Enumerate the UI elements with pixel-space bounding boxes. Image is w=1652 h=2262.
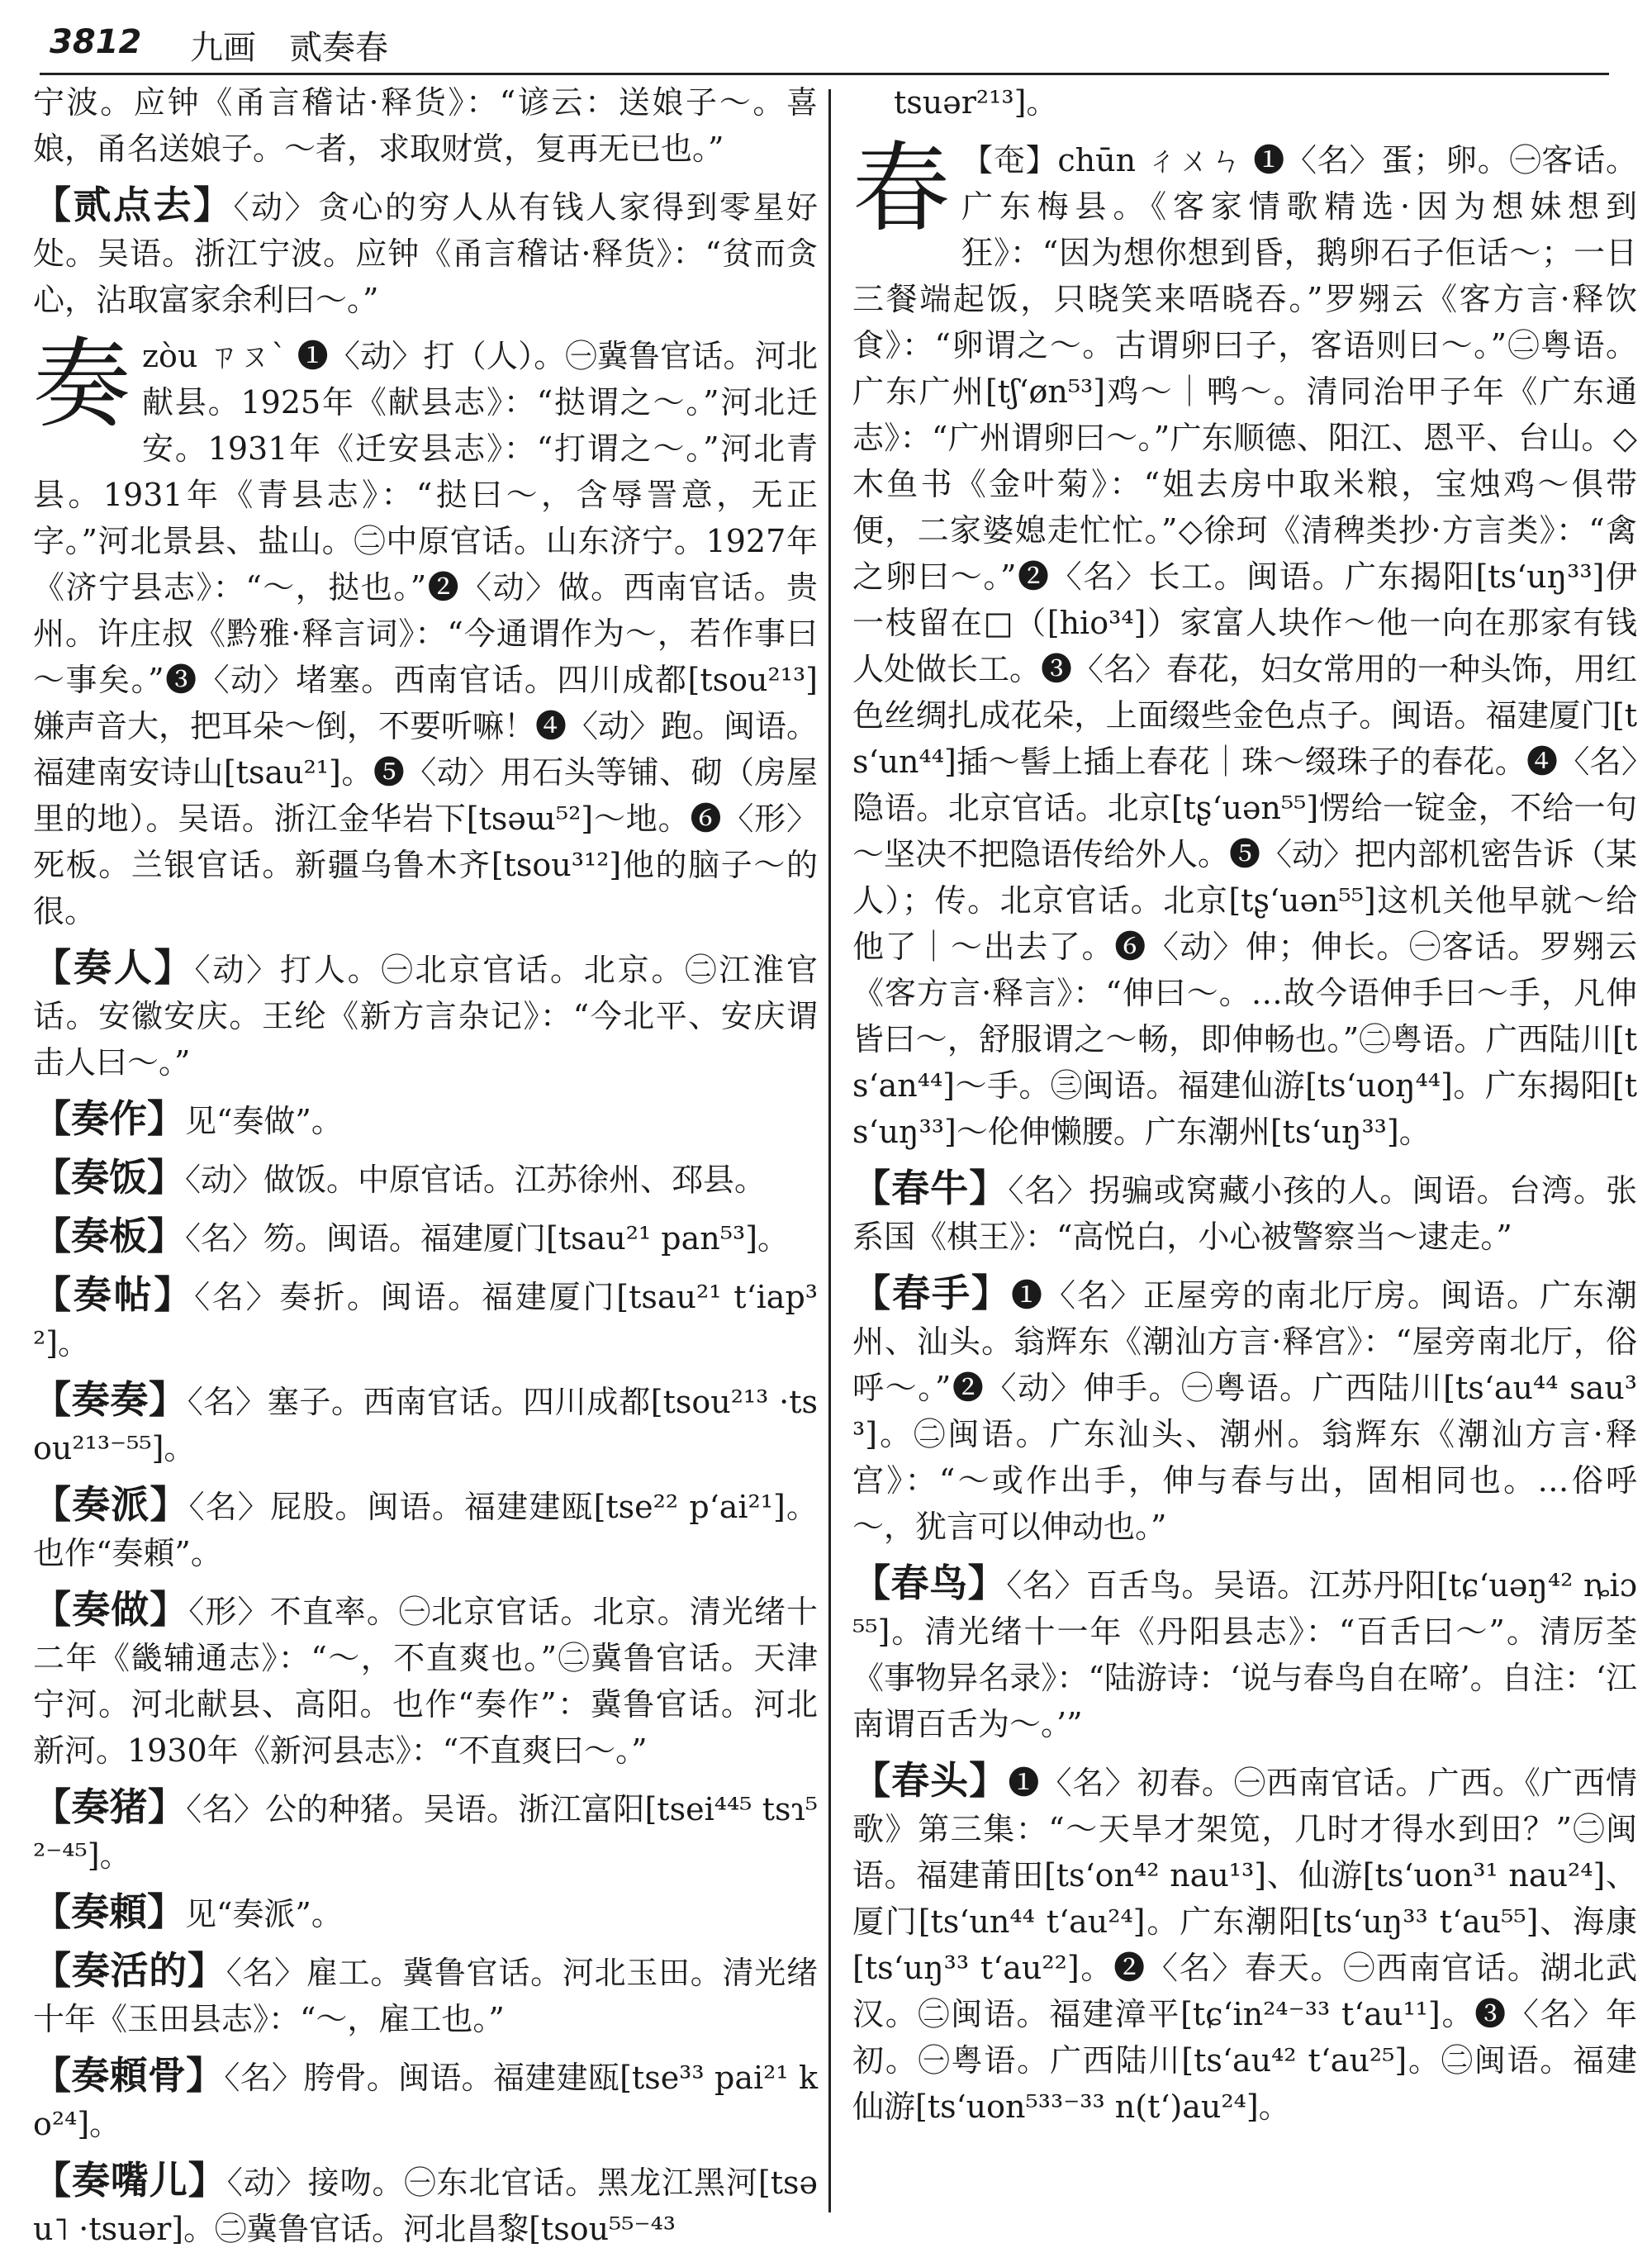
- entry-headword: 【奏嘴儿】: [33, 2158, 227, 2203]
- entry-headword: 【奏帖】: [33, 1272, 195, 1317]
- entry-text: 见“奏派”。: [185, 1896, 343, 1932]
- character-entry: [852, 131, 1638, 1155]
- entry-text: 〈动〉做饭。中原官话。江苏徐州、邳县。: [185, 1162, 767, 1198]
- entry-text: ❶〈名〉正屋旁的南北厅房。闽语。广东潮州、汕头。翁辉东《潮汕方言·释宫》：“屋旁南北厅，俗呼～。”❷〈动〉伸手。㊀粤语。广西陆川[ts‘au⁴⁴ sau³³]。㊁闽语。广东汕头、潮州。翁辉东《潮汕方言·释宫》：“～或作出手，伸与春与出，固相同也。…俗呼～，犹言可以伸动也。”: [852, 1277, 1637, 1545]
- dictionary-entry: [33, 182, 818, 323]
- right-column: [852, 79, 1637, 2140]
- entry-text: 〈名〉百舌鸟。吴语。江苏丹阳[tɕ‘uəŋ⁴² ȵiɔ⁵⁵]。清光绪十一年《丹阳县志》：“百舌曰～”。清厉荃《事物异名录》：“陆游诗：‘说与春鸟自在啼’。自注：‘江南谓百舌为～。’”: [852, 1567, 1637, 1742]
- dictionary-entry: [33, 944, 818, 1086]
- dictionary-entry: [33, 1271, 818, 1366]
- entry-headword: 【春手】: [852, 1271, 1011, 1315]
- entry-headword: 【奏做】: [33, 1587, 189, 1632]
- entry-text: 〈名〉奏折。闽语。福建厦门[tsau²¹ t‘iap³²]。: [33, 1279, 819, 1361]
- entry-headword: 【奏板】: [33, 1214, 185, 1258]
- entry-text: 〈动〉贪心的穷人从有钱人家得到零星好处。吴语。浙江宁波。应钟《甬言稽诂·释货》：“贫而贪心，沾取富家余利曰～。”: [33, 189, 818, 318]
- entry-text: 〈名〉笏。闽语。福建厦门[tsau²¹ pan⁵³]。: [185, 1220, 790, 1257]
- entry-text: 【𡗥】chūn ㄔㄨㄣ ❶〈名〉蛋；卵。㊀客话。广东梅县。《客家情歌精选·因为想妹想到狂》：“因为想你想到昏，鹅卵石子佢话～；一日三餐端起饭，只晓笑来唔晓吞。”罗翙云《客方言·释饮食》：“卵谓之～。古谓卵曰子，客语则曰～。”㊁粤语。广东广州[tʃ‘øn⁵³]鸡～｜鸭～。清同治甲子年《广东通志》：“广州谓卵曰～。”广东顺德、阳江、恩平、台山。◇木鱼书《金叶菊》：“姐去房中取米粮，宝烛鸡～俱带便，二家婆媳走忙忙。”◇徐珂《清稗类抄·方言类》：“禽之卵曰～。”❷〈名〉长工。闽语。广东揭阳[ts‘uŋ³³]伊一枝留在□（[hio³⁴]）家富人块作～他一向在那家有钱人处做长工。❸〈名〉春花，妇女常用的一种头饰，用红色丝绸扎成花朵，上面缀些金色点子。闽语。福建厦门[ts‘un⁴⁴]插～髻上插上春花｜珠～缀珠子的春花。❹〈名〉隐语。北京官话。北京[tʂ‘uən⁵⁵]愣给一锭金，不给一句～坚决不把隐语传给外人。❺〈动〉把内部机密告诉（某人）；传。北京官话。北京[tʂ‘uən⁵⁵]这机关他早就～给他了｜～出去了。❻〈动〉伸；伸长。㊀客话。罗翙云《客方言·释言》：“伸曰～。…故今语伸手曰～手，凡伸皆曰～，舒服谓之～畅，即伸畅也。”㊁粤语。广西陆川[ts‘an⁴⁴]～手。㊂闽语。福建仙游[ts‘uoŋ⁴⁴]。广东揭阳[ts‘uŋ³³]～伦伸懒腰。广东潮州[ts‘uŋ³³]。: [852, 142, 1638, 1150]
- entry-text: 〈名〉塞子。西南官话。四川成都[tsou²¹³ ·tsou²¹³⁻⁵⁵]。: [33, 1384, 818, 1466]
- page-header: [0, 0, 1652, 76]
- column-divider: [828, 89, 831, 2212]
- entry-headword: 【奏饭】: [33, 1155, 185, 1200]
- entry-text: 〈名〉雇工。冀鲁官话。河北玉田。清光绪十年《玉田县志》：“～，雇工也。”: [33, 1955, 818, 2037]
- dictionary-entry: [852, 1560, 1637, 1747]
- entry-headword: 【春鸟】: [852, 1561, 1007, 1605]
- entry-text: 见“奏做”。: [185, 1103, 343, 1139]
- dictionary-entry: [33, 1947, 818, 2042]
- left-column: [33, 79, 818, 2262]
- entry-headword: 【奏奏】: [33, 1377, 188, 1422]
- character-entry: [33, 327, 819, 934]
- entry-text: 〈名〉公的种猪。吴语。浙江富阳[tsei⁴⁴⁵ tsɿ⁵²⁻⁴⁵]。: [33, 1791, 818, 1874]
- entry-text: 〈名〉屁股。闽语。福建建瓯[tse²² p‘ai²¹]。也作“奏頼”。: [33, 1489, 819, 1571]
- entry-text: 宁波。应钟《甬言稽诂·释货》：“谚云：送娘子～。喜娘，甬名送娘子。～者，求取财赏，复再无已也。”: [33, 84, 818, 167]
- entry-text: 〈动〉接吻。㊀东北官话。黑龙江黑河[tsəu˥ ·tsuər]。㊁冀鲁官话。河北昌黎[tsou⁵⁵⁻⁴³: [33, 2165, 819, 2247]
- entry-headword: 【奏頼】: [33, 1889, 185, 1934]
- dictionary-entry: [33, 1586, 818, 1774]
- entry-headword: 【奏活的】: [33, 1948, 226, 1993]
- entry-text: ❶〈名〉初春。㊀西南官话。广西。《广西情歌》第三集：“～天旱才架笕，几时才得水到田？”㊁闽语。福建莆田[ts‘on⁴² nau¹³]、仙游[ts‘uon³¹ nau²⁴]、厦门[ts‘un⁴⁴ t‘au²⁴]。广东潮阳[ts‘uŋ³³ t‘au⁵⁵]、海康[ts‘uŋ³³ t‘au²²]。❷〈名〉春天。㊀西南官话。湖北武汉。㊁闽语。福建漳平[tɕ‘in²⁴⁻³³ t‘au¹¹]。❸〈名〉年初。㊀粤语。广西陆川[ts‘au⁴² t‘au²⁵]。㊁闽语。福建仙游[ts‘uon⁵³³⁻³³ n(t‘)au²⁴]。: [852, 1765, 1638, 2125]
- header-rule: [40, 73, 1609, 75]
- dictionary-entry: [33, 1784, 818, 1879]
- dictionary-entry: [33, 2157, 818, 2252]
- entry-headword: 【奏作】: [33, 1096, 185, 1141]
- entry-text: zòu ㄗㄡˋ ❶〈动〉打（人）。㊀冀鲁官话。河北献县。1925年《献县志》：“挞谓之～。”河北迁安。1931年《迁安县志》：“打谓之～。”河北青县。1931年《青县志》：“挞曰～，含辱詈意，无正字。”河北景县、盐山。㊁中原官话。山东济宁。1927年《济宁县志》：“～，挞也。”❷〈动〉做。西南官话。贵州。许庄叔《黔雅·释言词》：“今通谓作为～，若作事曰～事矣。”❸〈动〉堵塞。西南官话。四川成都[tsou²¹³]嫌声音大，把耳朵～倒，不要听嘛！❹〈动〉跑。闽语。福建南安诗山[tsau²¹]。❺〈动〉用石头等铺、砌（房屋里的地）。吴语。浙江金华岩下[tsəɯ⁵²]～地。❻〈形〉死板。兰银官话。新疆乌鲁木齐[tsou³¹²]他的脑子～的很。: [33, 338, 819, 929]
- entry-text: 〈名〉胯骨。闽语。福建建瓯[tse³³ pai²¹ ko²⁴]。: [33, 2060, 819, 2142]
- running-title: 九画 贰奏春: [190, 29, 388, 67]
- continuation-text: tsuər²¹³]。: [894, 84, 1058, 121]
- dictionary-entry: [852, 1165, 1637, 1260]
- entry-headword: 【奏猪】: [33, 1784, 187, 1829]
- entry-headword: 【春牛】: [852, 1166, 1009, 1210]
- headword-character: 春: [852, 131, 951, 245]
- dictionary-entry: [33, 1213, 818, 1262]
- page-number: 3812: [50, 23, 142, 61]
- dictionary-entry: [33, 1481, 818, 1576]
- continuation-text: [33, 79, 818, 172]
- entry-headword: 【春头】: [852, 1758, 1009, 1803]
- dictionary-entry: [33, 1376, 818, 1471]
- entry-headword: 【贰点去】: [33, 183, 234, 227]
- entry-headword: 【奏人】: [33, 945, 195, 990]
- dictionary-entry: [33, 2052, 818, 2147]
- dictionary-entry: [33, 1154, 818, 1203]
- headword-character: 奏: [33, 327, 131, 441]
- entry-headword: 【奏頼骨】: [33, 2053, 225, 2098]
- entry-text: 〈动〉打人。㊀北京官话。北京。㊁江淮官话。安徽安庆。王纶《新方言杂记》：“今北平、安庆谓击人曰～。”: [33, 952, 818, 1081]
- dictionary-entry: [33, 1889, 818, 1937]
- dictionary-entry: [33, 1095, 818, 1144]
- dictionary-entry: [852, 1270, 1637, 1550]
- dictionary-entry: [852, 1757, 1637, 2130]
- entry-text: 〈形〉不直率。㊀北京官话。北京。清光绪十二年《畿辅通志》：“～，不直爽也。”㊁冀鲁官话。天津宁河。河北献县、高阳。也作“奏作”：冀鲁官话。河北新河。1930年《新河县志》：“不直爽曰～。”: [33, 1594, 819, 1769]
- entry-headword: 【奏派】: [33, 1482, 189, 1527]
- entry-text: 〈名〉拐骗或窝藏小孩的人。闽语。台湾。张系国《棋王》：“高悦白，小心被警察当～逮走。”: [852, 1172, 1638, 1255]
